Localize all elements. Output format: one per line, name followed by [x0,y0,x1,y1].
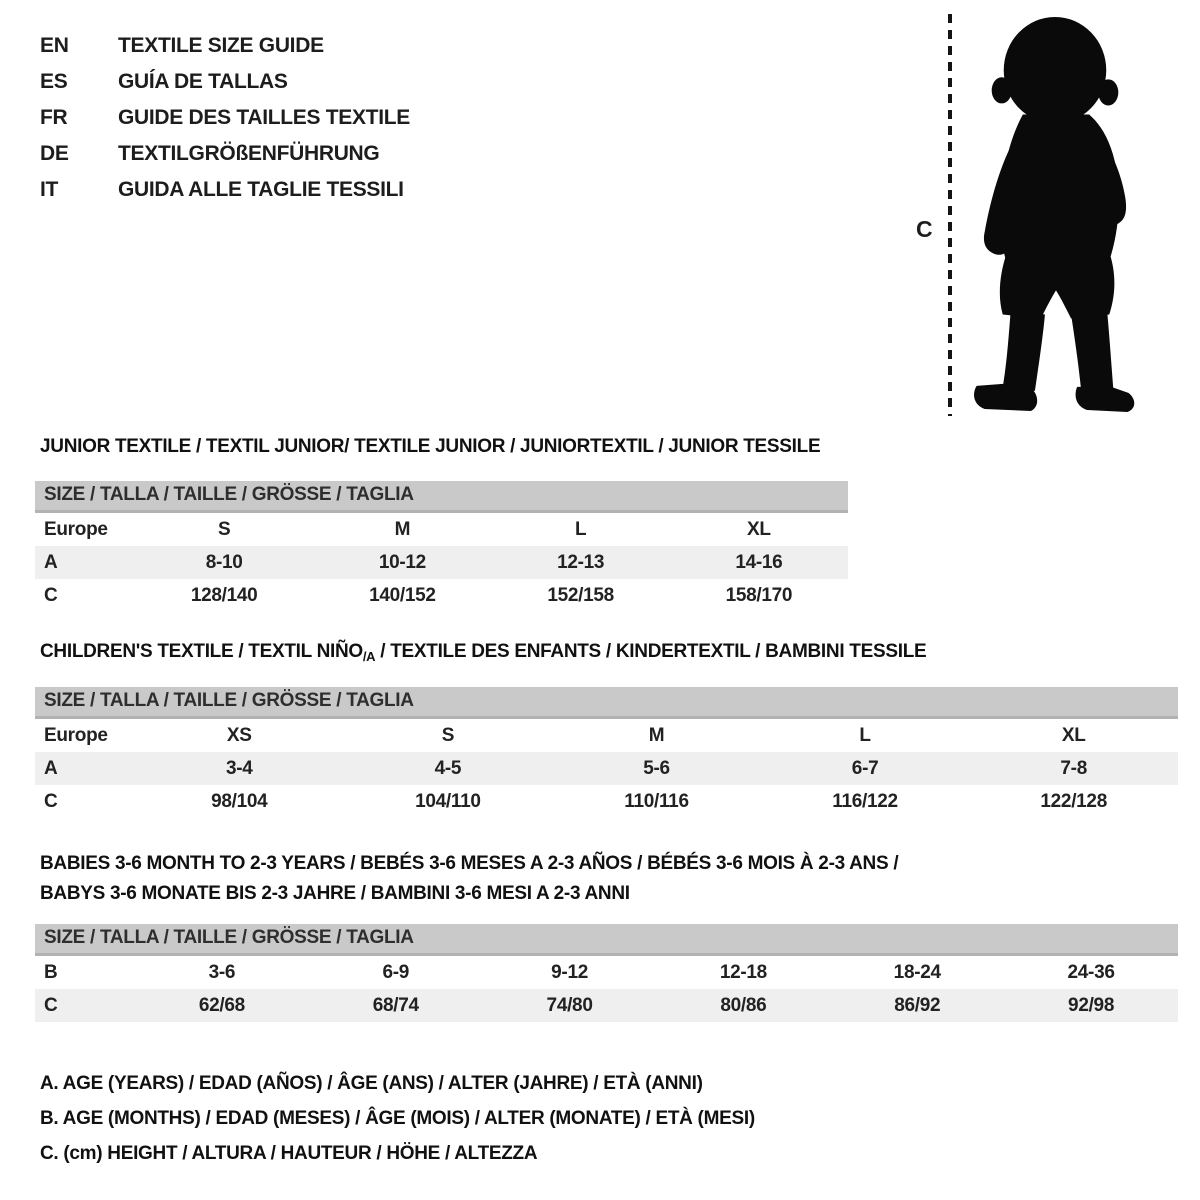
language-row [40,136,410,172]
row-label: Europe [44,518,108,540]
table-row-height [35,579,848,612]
section-heading-babies [40,849,898,909]
size-header-bar: SIZE / TALLA / TAILLE / GRÖSSE / TAGLIA [35,481,848,513]
height-measure-figure [900,0,1200,430]
heading-text: CHILDREN'S TEXTILE / TEXTIL NIÑO [40,641,363,662]
table-cell: 14-16 [735,551,783,573]
table-cell: 158/170 [725,584,793,606]
measure-label-c: C [916,216,933,242]
table-cell: 3-4 [226,757,253,779]
language-row [40,172,410,208]
table-cell: S [441,724,455,746]
heading-line-1: BABIES 3-6 MONTH TO 2-3 YEARS / BEBÉS 3-6 MESES A 2-3 AÑOS / BÉBÉS 3-6 MOIS À 2-3 ANS / [40,853,899,874]
table-cell: 92/98 [1068,994,1115,1016]
section-heading-junior: JUNIOR TEXTILE / TEXTIL JUNIOR/ TEXTILE JUNIOR / JUNIORTEXTIL / JUNIOR TESSILE [40,436,821,457]
legend-line-c: C. (cm) HEIGHT / ALTURA / HAUTEUR / HÖHE / ALTEZZA [40,1143,538,1164]
table-row-europe [35,719,1178,752]
size-table-babies [35,924,1178,1022]
table-cell: 5-6 [643,757,670,779]
table-row-height [35,785,1178,818]
guide-title: GUIDE DES TAILLES TEXTILE [118,106,410,129]
table-row-months [35,956,1178,989]
language-code: ES [40,70,68,93]
table-cell: M [648,724,665,746]
table-cell: 116/122 [832,790,898,812]
heading-text: / TEXTILE DES ENFANTS / KINDERTEXTIL / BAMBINI TESSILE [375,641,927,662]
row-label: A [44,551,58,573]
table-cell: 6-7 [851,757,879,779]
language-row [40,100,410,136]
table-cell: 74/80 [546,994,593,1016]
table-cell: 12-18 [719,961,767,983]
section-heading-children [40,641,926,664]
size-header-bar: SIZE / TALLA / TAILLE / GRÖSSE / TAGLIA [35,924,1178,956]
guide-title: GUIDA ALLE TAGLIE TESSILI [118,178,404,201]
table-cell: 128/140 [190,584,258,606]
row-label: A [44,757,58,779]
table-cell: 7-8 [1060,757,1087,779]
table-cell: 86/92 [894,994,941,1016]
size-header-bar: SIZE / TALLA / TAILLE / GRÖSSE / TAGLIA [35,687,1178,719]
table-cell: L [574,518,587,540]
row-label: Europe [44,724,108,746]
table-cell: 110/116 [624,790,689,812]
table-cell: 4-5 [434,757,462,779]
guide-title: TEXTILE SIZE GUIDE [118,34,324,57]
guide-title: TEXTILGRÖßENFÜHRUNG [118,142,380,165]
table-cell: S [217,518,231,540]
size-table-junior [35,481,848,612]
language-row [40,28,410,64]
table-cell: 152/158 [547,584,614,606]
table-cell: 18-24 [893,961,941,983]
table-cell: 68/74 [372,994,419,1016]
table-cell: 10-12 [378,551,426,573]
table-cell: L [859,724,871,746]
heading-subscript: /A [362,649,376,664]
language-code: IT [40,178,59,201]
size-table-children [35,687,1178,818]
table-cell: XL [1061,724,1086,746]
table-row-age [35,752,1178,785]
heading-line-2: BABYS 3-6 MONATE BIS 2-3 JAHRE / BAMBINI 3-6 MESI A 2-3 ANNI [40,883,630,904]
table-cell: 24-36 [1067,961,1115,983]
table-cell: 80/86 [720,994,767,1016]
table-cell: 122/128 [1040,790,1107,812]
legend-line-a: A. AGE (YEARS) / EDAD (AÑOS) / ÂGE (ANS) / ALTER (JAHRE) / ETÀ (ANNI) [40,1073,703,1094]
language-code: DE [40,142,69,165]
table-cell: 8-10 [205,551,243,573]
measurement-legend [40,1066,755,1171]
guide-title: GUÍA DE TALLAS [118,70,288,93]
table-row-age [35,546,848,579]
baby-silhouette-image [966,16,1146,418]
table-row-height [35,989,1178,1022]
table-cell: 140/152 [369,584,436,606]
row-label: C [44,994,58,1016]
legend-line-b: B. AGE (MONTHS) / EDAD (MESES) / ÂGE (MOIS) / ALTER (MONATE) / ETÀ (MESI) [40,1108,755,1129]
table-cell: M [394,518,411,540]
table-cell: 62/68 [198,994,245,1016]
row-label: B [44,961,58,983]
table-cell: XS [226,724,252,746]
language-row [40,64,410,100]
table-cell: 9-12 [551,961,588,983]
language-code: FR [40,106,68,129]
table-cell: 12-13 [557,551,605,573]
table-cell: XL [747,518,771,540]
table-cell: 98/104 [211,790,268,812]
row-label: C [44,584,58,606]
table-cell: 3-6 [208,961,236,983]
height-dotted-line [948,14,952,416]
language-title-list [40,28,410,208]
table-cell: 6-9 [382,961,410,983]
table-row-europe [35,513,848,546]
table-cell: 104/110 [415,790,481,812]
language-code: EN [40,34,69,57]
row-label: C [44,790,58,812]
